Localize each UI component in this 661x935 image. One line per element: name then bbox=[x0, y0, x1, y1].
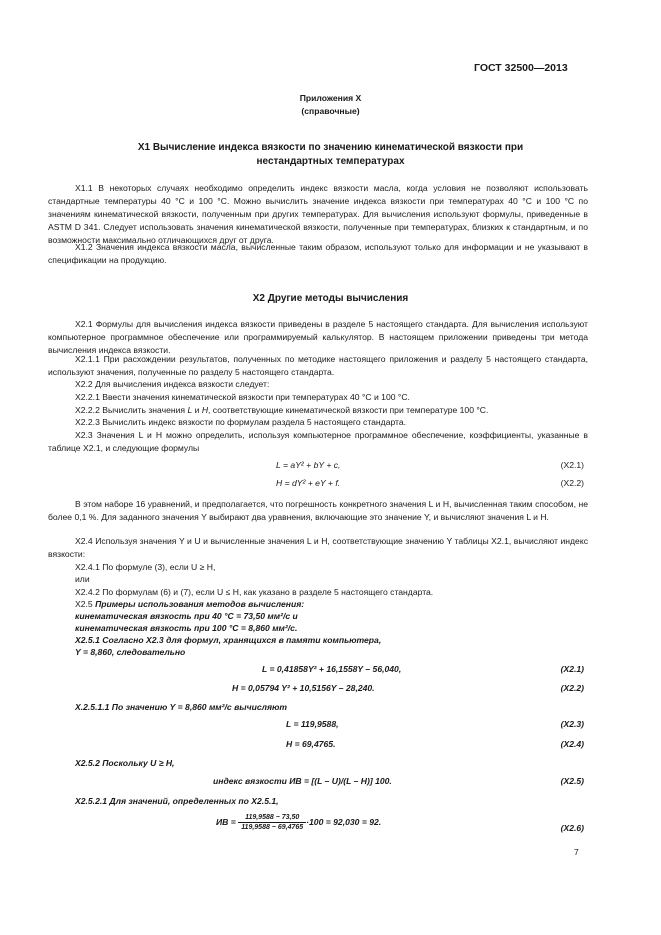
equation-x2-2: H = dY² + eY + f. bbox=[276, 478, 341, 488]
page-number: 7 bbox=[574, 847, 579, 857]
x2-line-visc100: кинематическая вязкость при 100 °С = 8,860 мм²/с. bbox=[75, 623, 298, 633]
x2-line-2-2-2-H: H bbox=[201, 405, 209, 415]
x1-paragraph-1 bbox=[48, 182, 588, 247]
x2-paragraph-2-1-1-text: X2.1.1 При расхождении результатов, полученных по методике настоящего приложения и разделу 5 настоящего стандарта, используют значения, полученные по разделу 5 настоящего стандарта. bbox=[48, 354, 588, 377]
x2-paragraph-2-4-text: X2.4 Используя значения Y и U и вычисленные значения L и H, соответствующие значению Y таблицы X2.1, вычисляют индекс вязкости: bbox=[48, 536, 588, 559]
x2-paragraph-2-3 bbox=[48, 429, 588, 455]
x2-paragraph-set-text: В этом наборе 16 уравнений, и предполагается, что погрешность конкретного значения L и H, вычисленная таким способом, не более 0,1 %. Для заданного значения Y выбирают два уравнения, включающие это значение Y, и вычисляют значения L и H. bbox=[48, 499, 588, 522]
equation-x2-6-number: (X2.6) bbox=[560, 823, 584, 833]
x2-heading: Х2 Другие методы вычисления bbox=[252, 293, 409, 304]
equation-x2-2-example: H = 0,05794 Y² + 10,5156Y – 28,240. bbox=[232, 683, 375, 693]
fraction-numerator: 119,9588 − 73,50 bbox=[238, 813, 306, 823]
x2-line-2-5-a: X2.5 bbox=[75, 599, 96, 609]
equation-x2-4: H = 69,4765. bbox=[286, 739, 336, 749]
x2-line-or: или bbox=[75, 574, 90, 584]
x2-line-2-5-b: Примеры использования методов вычисления: bbox=[95, 599, 305, 609]
equation-x2-4-number: (X2.4) bbox=[560, 739, 584, 749]
x2-paragraph-2-3-text: X2.3 Значения L и H можно определить, используя компьютерное программное обеспечение, коэффициенты, указанные в таблице X2.1, и следующие формулы bbox=[48, 430, 588, 453]
equation-x2-6-lhs: ИВ = bbox=[216, 816, 236, 827]
x2-line-2-5-1-1: X.2.5.1.1 По значению Y = 8,860 мм²/с вычисляют bbox=[75, 702, 288, 712]
equation-x2-2-number: (X2.2) bbox=[560, 478, 584, 488]
equation-x2-3-number: (X2.3) bbox=[560, 719, 584, 729]
x1-paragraph-2 bbox=[48, 241, 588, 267]
x1-heading-line1: Х1 Вычисление индекса вязкости по значению кинематической вязкости при bbox=[137, 142, 524, 153]
equation-x2-1-number: (X2.1) bbox=[560, 460, 584, 470]
fraction-denominator: 119,9588 − 69,4765 bbox=[241, 824, 304, 831]
x1-heading-line2: нестандартных температурах bbox=[256, 156, 405, 167]
x2-line-visc40: кинематическая вязкость при 40 °С = 73,50 мм²/с и bbox=[75, 611, 298, 621]
x2-line-2-5-2-1: X2.5.2.1 Для значений, определенных по X2.5.1, bbox=[75, 796, 279, 806]
x2-line-2-2-2-a: X2.2.2 Вычислить значения bbox=[75, 405, 188, 415]
x2-line-2-2-2-and: и bbox=[192, 405, 202, 415]
x2-line-2-2-2-b: , соответствующие кинематической вязкости при температуре 100 °С. bbox=[208, 405, 489, 415]
equation-x2-2-example-number: (X2.2) bbox=[560, 683, 584, 693]
equation-x2-5: индекс вязкости ИВ = [(L – U)/(L – H)] 100. bbox=[213, 776, 392, 786]
x2-paragraph-2-1-1 bbox=[48, 353, 588, 379]
x2-line-2-2-2-L: L bbox=[187, 405, 193, 415]
x1-paragraph-1-text: X1.1 В некоторых случаях необходимо определить индекс вязкости масла, когда условия не позволяют использовать стандартные температуры 40 °С и 100 °С. Можно вычислить значение индекса вязкости при температурах 40 °С и 100 °С по значениям кинематической вязкости, полученным при других температурах. Для вычисления используют формулы, приведенные в ASTM D 341. Следует использовать значения кинематической вязкости, полученные при температурах, близких к стандартным, и по возможности максимально отличающихся друг от друга. bbox=[48, 183, 588, 245]
x2-line-2-4-2: X2.4.2 По формулам (6) и (7), если U ≤ H, как указано в разделе 5 настоящего стандарта. bbox=[75, 587, 434, 597]
x2-line-2-4-1: X2.4.1 По формуле (3), если U ≥ H, bbox=[75, 562, 216, 572]
equation-x2-1-example-number: (X2.1) bbox=[560, 664, 584, 674]
x2-paragraph-set bbox=[48, 498, 588, 524]
appendix-title: Приложения Х bbox=[299, 93, 362, 103]
x2-line-2-2-1: X2.2.1 Ввести значения кинематической вязкости при температурах 40 °С и 100 °С. bbox=[75, 392, 410, 402]
x1-paragraph-2-text: X1.2 Значения индекса вязкости масла, вычисленные таким образом, используют только для информации и не указывают в спецификации на продукцию. bbox=[48, 242, 588, 265]
equation-x2-3: L = 119,9588, bbox=[286, 719, 339, 729]
equation-x2-6 bbox=[216, 813, 381, 832]
appendix-subtitle: (справочные) bbox=[301, 106, 360, 116]
x2-line-2-2: X2.2 Для вычисления индекса вязкости следует: bbox=[75, 379, 270, 389]
equation-x2-1: L = aY² + bY + c, bbox=[276, 460, 341, 470]
x2-paragraph-2-1 bbox=[48, 318, 588, 357]
x2-line-y: Y = 8,860, следовательно bbox=[75, 647, 186, 657]
standard-code: ГОСТ 32500—2013 bbox=[474, 62, 568, 74]
x2-paragraph-2-1-text: X2.1 Формулы для вычисления индекса вязкости приведены в разделе 5 настоящего стандарта. Для вычисления используют компьютерное программное обеспечение или программируемый калькулятор. В настоящем приложении приведены три метода вычисления индекса вязкости. bbox=[48, 319, 588, 355]
x2-paragraph-2-4 bbox=[48, 535, 588, 561]
equation-x2-1-example: L = 0,41858Y² + 16,1558Y – 56,040, bbox=[262, 664, 402, 674]
equation-x2-6-rhs: ·100 = 92,030 = 92. bbox=[306, 816, 382, 827]
equation-x2-5-number: (X2.5) bbox=[560, 776, 584, 786]
x2-line-2-5-1: X2.5.1 Согласно X2.3 для формул, хранящихся в памяти компьютера, bbox=[75, 635, 382, 645]
x2-line-2-5-2: X2.5.2 Поскольку U ≥ H, bbox=[75, 758, 175, 768]
equation-x2-6-fraction bbox=[238, 813, 306, 832]
x2-line-2-2-3: X2.2.3 Вычислить индекс вязкости по формулам раздела 5 настоящего стандарта. bbox=[75, 417, 407, 427]
